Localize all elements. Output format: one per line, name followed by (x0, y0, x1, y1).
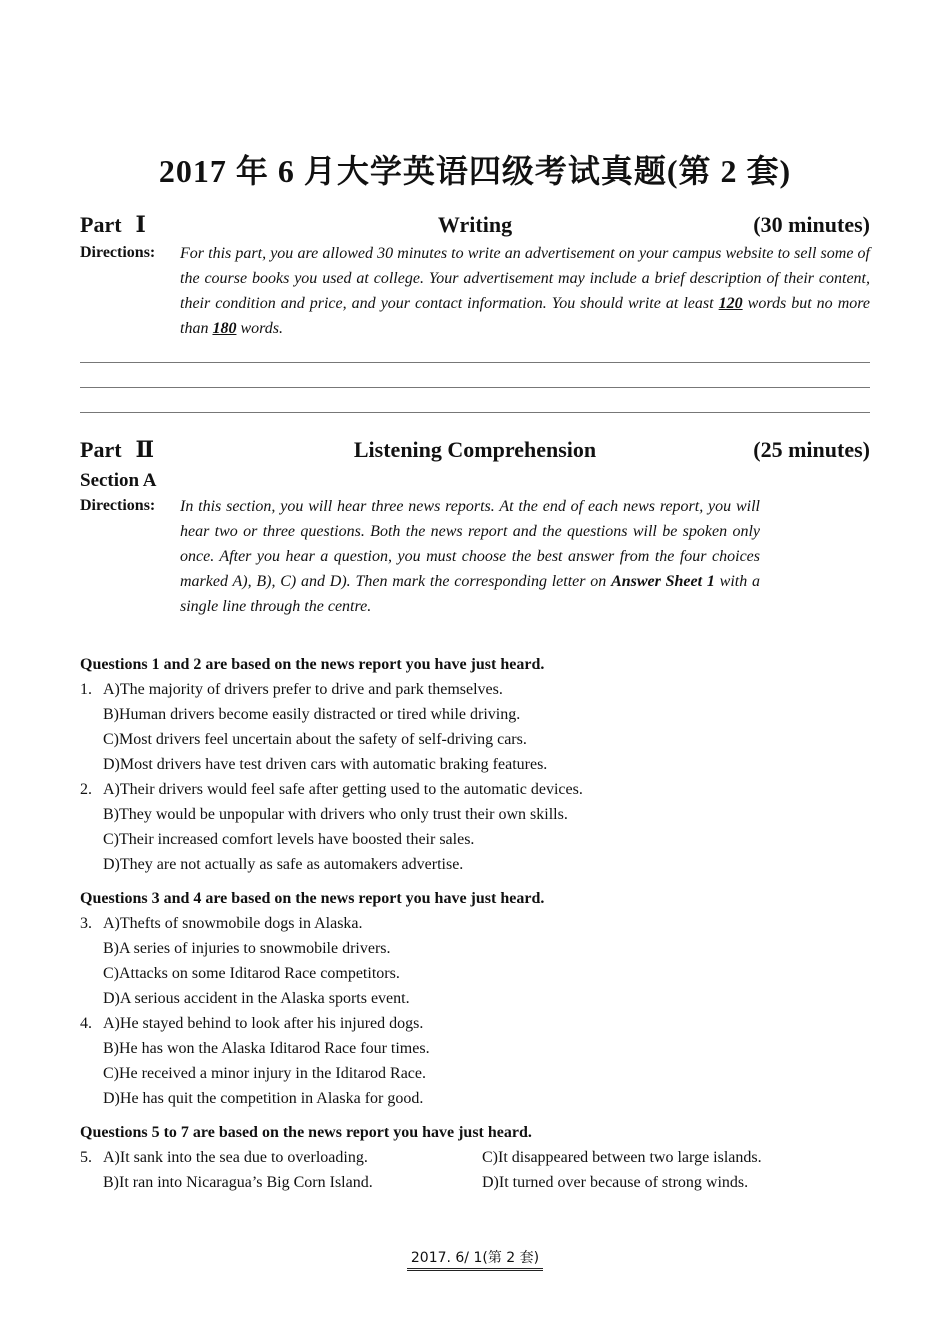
listening-directions: In this section, you will hear three news reports. At the end of each news report, you will hear two or three questions. Both the news report and the questions will be spoken only once. After you hear a question, you must choose the best answer from the four choices marked A), B), C) and D). Then mark the corresponding letter on Answer Sheet 1 with a single line through the centre. (180, 498, 760, 615)
answer-option: A)It sank into the sea due to overloading. (103, 1149, 368, 1166)
answer-option: B)It ran into Nicaragua’s Big Corn Island. (103, 1174, 373, 1191)
question-number: 1. (80, 681, 92, 698)
question-number: 3. (80, 915, 92, 932)
answer-line (80, 387, 870, 388)
page-title: 2017 年 6 月大学英语四级考试真题(第 2 套) (158, 153, 792, 189)
section-heading: Section A (80, 470, 157, 491)
answer-option: C)He received a minor injury in the Iditarod Race. (103, 1065, 426, 1082)
answer-line (80, 412, 870, 413)
answer-option: A)He stayed behind to look after his injured dogs. (103, 1015, 424, 1032)
directions-label: Directions: (80, 497, 156, 514)
answer-option: D)Most drivers have test driven cars with automatic braking features. (103, 756, 548, 773)
part-title: Listening Comprehension (353, 437, 597, 462)
question-number: 4. (80, 1015, 92, 1032)
part-numeral: Ⅰ (135, 212, 146, 237)
part-1-header (80, 212, 870, 242)
answer-option: B)A series of injuries to snowmobile drivers. (103, 940, 391, 957)
answer-option: B)Human drivers become easily distracted or tired while driving. (103, 706, 521, 723)
directions-label: Directions: (80, 244, 156, 261)
answer-option: D)A serious accident in the Alaska sports event. (103, 990, 410, 1007)
question-group-heading: Questions 3 and 4 are based on the news report you have just heard. (80, 890, 545, 907)
answer-option: A)Thefts of snowmobile dogs in Alaska. (103, 915, 363, 932)
max-words: 180 (212, 320, 237, 337)
question-group-heading: Questions 1 and 2 are based on the news report you have just heard. (80, 656, 545, 673)
answer-option: C)Attacks on some Iditarod Race competitors. (103, 965, 400, 982)
answer-option: D)It turned over because of strong winds. (482, 1174, 749, 1191)
part-numeral: Ⅱ (135, 437, 155, 462)
question-number: 2. (80, 781, 92, 798)
answer-option: B)He has won the Alaska Iditarod Race four times. (103, 1040, 430, 1057)
question-number: 5. (80, 1149, 92, 1166)
answer-option: C)Their increased comfort levels have boosted their sales. (103, 831, 475, 848)
answer-option: A)Their drivers would feel safe after getting used to the automatic devices. (103, 781, 583, 798)
writing-directions: For this part, you are allowed 30 minutes to write an advertisement on your campus website to sell some of the course books you used at college. Your advertisement may include a brief description of their content, their condition and price, and your contact information. You should write at least 120 words but no more than 180 words. (180, 245, 871, 337)
min-words: 120 (718, 295, 743, 312)
answer-option: C)It disappeared between two large islands. (482, 1149, 762, 1166)
part-label: Part (80, 212, 122, 237)
answer-sheet-ref: Answer Sheet 1 (611, 573, 715, 590)
part-time: (30 minutes) (753, 212, 870, 237)
question-group-heading: Questions 5 to 7 are based on the news report you have just heard. (80, 1124, 532, 1141)
answer-option: A)The majority of drivers prefer to drive and park themselves. (103, 681, 503, 698)
part-title: Writing (437, 212, 513, 237)
answer-line (80, 362, 870, 363)
part-2-header (80, 437, 870, 467)
answer-option: C)Most drivers feel uncertain about the safety of self-driving cars. (103, 731, 527, 748)
page-footer: 2017. 6/ 1(第 2 套) (0, 1247, 950, 1271)
answer-option: B)They would be unpopular with drivers who only trust their own skills. (103, 806, 568, 823)
part-label: Part (80, 437, 122, 462)
answer-option: D)He has quit the competition in Alaska for good. (103, 1090, 424, 1107)
answer-option: D)They are not actually as safe as automakers advertise. (103, 856, 464, 873)
part-time: (25 minutes) (753, 437, 870, 462)
